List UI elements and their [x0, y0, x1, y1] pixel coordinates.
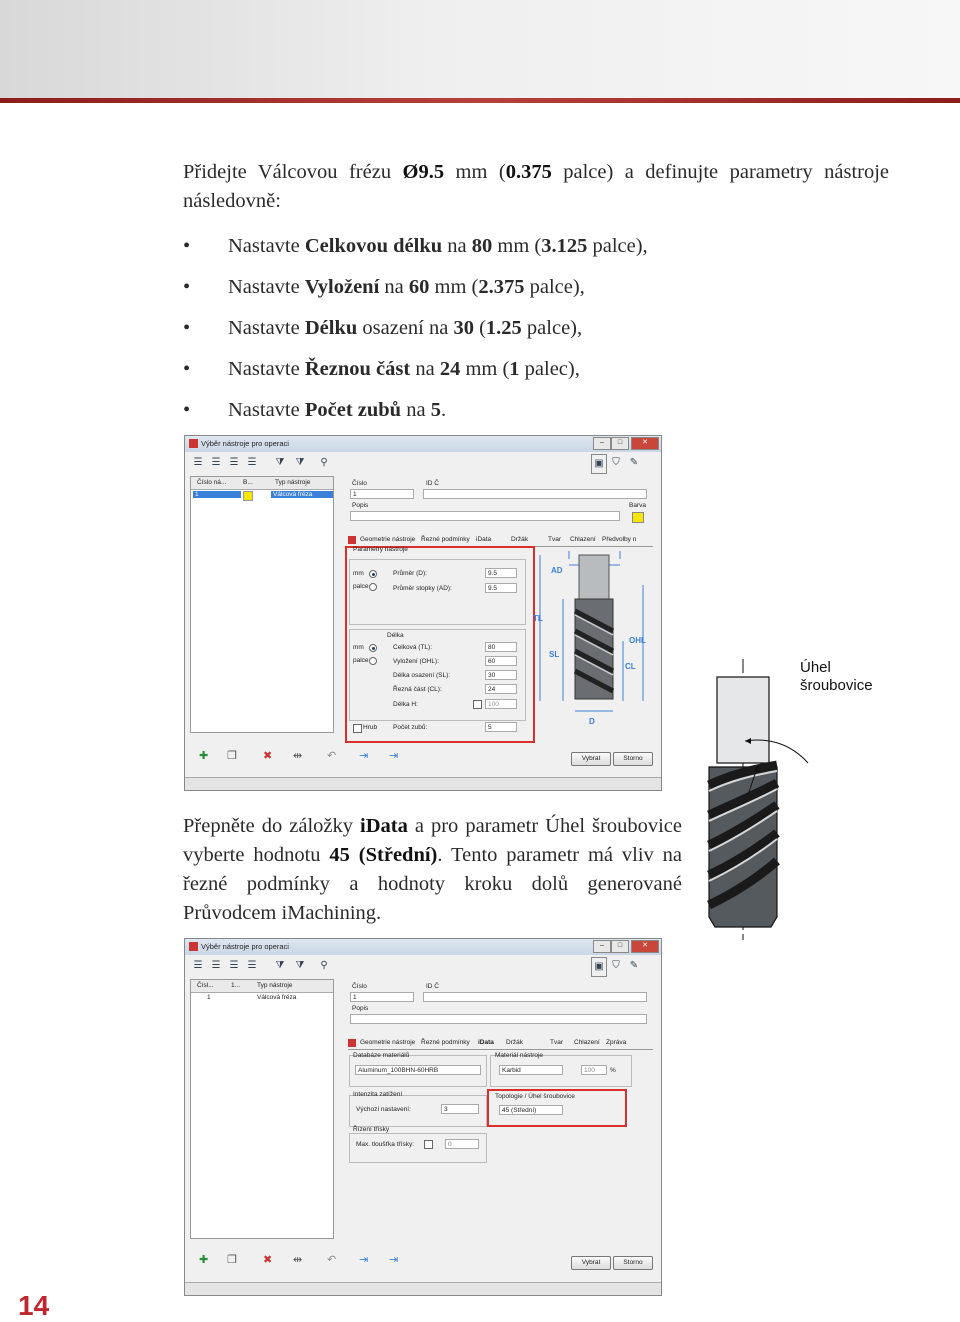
cislo-field[interactable]: 1 — [350, 489, 414, 499]
tab-shape[interactable]: Tvar — [548, 536, 561, 543]
shoulder-length-field[interactable]: 30 — [485, 670, 517, 680]
app-icon — [189, 439, 198, 448]
select-button[interactable]: Vybrat — [571, 1256, 611, 1270]
import-icon[interactable]: ⇥ — [389, 750, 399, 762]
length-h-checkbox[interactable] — [473, 700, 482, 709]
app-icon — [189, 942, 198, 951]
add-tool-icon[interactable]: ✚ — [199, 1254, 209, 1266]
length-inch-radio[interactable] — [369, 657, 377, 665]
svg-text:OHL: OHL — [629, 636, 646, 645]
intro-paragraph: Přidejte Válcovou frézu Ø9.5 mm (0.375 palce) a definujte parametry nástroje následovně: — [183, 161, 890, 212]
cislo-label: Číslo — [352, 480, 367, 487]
dialog-titlebar[interactable] — [185, 939, 661, 955]
tab-presets[interactable]: Předvolby n — [602, 536, 637, 543]
tab-cooling[interactable]: Chlazení — [574, 1039, 600, 1046]
tool-selection-dialog-2: Výběr nástroje pro operaci – □ ✕ ☰ ☰ ☰ ☰ ⧩ ⧩ ⚲ ▣ ⛉ ✎ Čísl... 1... Typ nástroje 1 Válcová fréza Číslo 1 ID Č Popis Geometrie nástroje Řezné podmínky iData Držák Tvar Chlazení Zpráva Databáze materiálů Aluminum_100BHN-60HRB Materiál nástroje Karbid 100 % Intenzita zatížení Výchozí nastavení: 3 Topologie / Úhel šroubovice 45 (Střední) Řízení třísky Max. tloušťka třísky: 0 ✚ ❐ ✖ ⇹ ↶ ⇥ ⇥ Vybrat Storno — [184, 938, 662, 1296]
add-tool-icon[interactable]: ✚ — [199, 750, 209, 762]
tab-cutting-conditions[interactable]: Řezné podmínky — [421, 1039, 470, 1046]
helix-label-line2: šroubovice — [800, 677, 873, 694]
export-icon[interactable]: ⇥ — [359, 750, 369, 762]
length-mm-radio[interactable] — [369, 644, 377, 652]
total-length-field[interactable]: 80 — [485, 642, 517, 652]
tab-logo-icon — [348, 1039, 356, 1047]
copy-icon[interactable]: ❐ — [227, 750, 237, 762]
tab-holder[interactable]: Držák — [511, 536, 528, 543]
hrub-checkbox[interactable] — [353, 724, 362, 733]
list-icon[interactable]: ☰ — [247, 457, 257, 468]
select-button[interactable]: Vybrat — [571, 752, 611, 766]
grid-header: Čísl... 1... Typ nástroje — [191, 980, 333, 993]
dialog-title: Výběr nástroje pro operaci — [201, 439, 289, 448]
filter-icon[interactable]: ⧩ — [275, 960, 285, 971]
chip-thickness-checkbox[interactable] — [424, 1140, 433, 1149]
tab-cooling[interactable]: Chlazení — [570, 536, 596, 543]
tool-view-icon[interactable]: ▣ — [591, 957, 607, 977]
diameter-field[interactable]: 9.5 — [485, 568, 517, 578]
list-icon[interactable]: ☰ — [247, 960, 257, 971]
id-field[interactable] — [423, 992, 647, 1002]
renumber-icon[interactable]: ⇹ — [293, 1254, 303, 1266]
tab-holder[interactable]: Držák — [506, 1039, 523, 1046]
tab-idata[interactable]: iData — [476, 536, 492, 543]
length-h-field[interactable]: 100 — [485, 699, 517, 709]
close-button[interactable]: ✕ — [631, 437, 659, 450]
teeth-count-field[interactable]: 5 — [485, 722, 517, 732]
group-tool-params: Parametry nástroje — [353, 546, 408, 553]
id-field[interactable] — [423, 489, 647, 499]
cutting-length-field[interactable]: 24 — [485, 684, 517, 694]
shank-diameter-field[interactable]: 9.5 — [485, 583, 517, 593]
delete-icon[interactable]: ✖ — [263, 750, 273, 762]
header-rule — [0, 98, 960, 103]
svg-text:CL: CL — [625, 662, 636, 671]
cancel-button[interactable]: Storno — [613, 1256, 653, 1270]
grid-header: Číslo ná... B... Typ nástroje — [191, 477, 333, 490]
overhang-field[interactable]: 60 — [485, 656, 517, 666]
clear-filter-icon[interactable]: ⧩ — [295, 960, 305, 971]
table-row[interactable]: 1 Válcová fréza — [191, 490, 333, 500]
svg-text:AD: AD — [551, 566, 563, 575]
binoculars-icon[interactable]: ⚲ — [320, 960, 328, 971]
cislo-label: Číslo — [352, 983, 367, 990]
unit-inch-radio[interactable] — [369, 583, 377, 591]
tab-shape[interactable]: Tvar — [550, 1039, 563, 1046]
holder-icon[interactable]: ⛉ — [612, 457, 620, 468]
table-view-icon[interactable]: ☰ — [229, 960, 239, 971]
idata-paragraph: Přepněte do záložky iData a pro parametr Úhel šroubovice vyberte hodnotu 45 (Střední). Tento parametr má vliv na řezné podmínky a hodnoty kroku dolů generované Průvodcem iMachining. — [183, 815, 683, 924]
binoculars-icon[interactable]: ⚲ — [320, 457, 328, 468]
cancel-button[interactable]: Storno — [613, 752, 653, 766]
svg-text:D: D — [589, 717, 595, 726]
tab-geometry[interactable]: Geometrie nástroje — [360, 1039, 416, 1046]
color-picker[interactable] — [632, 512, 644, 523]
popis-field[interactable] — [350, 1014, 647, 1024]
tab-geometry[interactable]: Geometrie nástroje — [360, 536, 416, 543]
import-icon[interactable]: ⇥ — [389, 1254, 399, 1266]
tab-report[interactable]: Zpráva — [606, 1039, 627, 1046]
chip-thickness-field[interactable]: 0 — [445, 1139, 479, 1149]
group-length: Délka — [387, 632, 404, 639]
tool-material-select[interactable]: Karbid — [499, 1065, 563, 1075]
tab-logo-icon — [348, 536, 356, 544]
holder-icon[interactable]: ⛉ — [612, 960, 620, 971]
copy-icon[interactable]: ❐ — [227, 1254, 237, 1266]
status-bar — [185, 777, 661, 790]
tool-selection-dialog-1: Výběr nástroje pro operaci – □ ✕ ☰ ☰ ☰ ☰ ⧩ ⧩ ⚲ ▣ ⛉ ✎ Číslo ná... B... Typ nástroje 1 Válcová fréza Číslo 1 ID Č Popis Barva Geometrie nástroje Řezné podmínky iData Držák Tvar Chlazení Předvolby n Parametry nástroje mm palce Průměr (D): 9.5 Průměr stopky (AD): 9.5 Délka mm palce Celková (TL): 80 Vyložení (OHL): 60 Délka osazení (SL): 30 Řezná část (CL): 24 Délka H: 100 Hrub Počet zubů: 5 AD TL SL CL OHL D ✚ ❐ ✖ ⇹ ↶ ⇥ ⇥ Vybrat Storno — [184, 435, 662, 791]
popis-label: Popis — [352, 502, 369, 509]
filter-icon[interactable]: ⧩ — [275, 457, 285, 468]
tool-view-icon[interactable]: ▣ — [591, 454, 607, 474]
popis-label: Popis — [352, 1005, 369, 1012]
maximize-button[interactable]: □ — [611, 437, 629, 450]
dialog-title: Výběr nástroje pro operaci — [201, 942, 289, 951]
page-header-band — [0, 0, 960, 98]
tab-cutting-conditions[interactable]: Řezné podmínky — [421, 536, 470, 543]
close-button[interactable]: ✕ — [631, 940, 659, 953]
list-view-icon[interactable]: ☰ — [193, 960, 203, 971]
export-icon[interactable]: ⇥ — [359, 1254, 369, 1266]
svg-text:SL: SL — [549, 650, 560, 659]
tool-grid[interactable] — [190, 476, 334, 733]
minimize-button[interactable]: – — [593, 437, 611, 450]
pin-icon[interactable]: ✎ — [629, 457, 639, 468]
tool-dimension-diagram — [535, 551, 655, 731]
details-view-icon[interactable]: ☰ — [211, 457, 221, 468]
helix-angle-select[interactable]: 45 (Střední) — [499, 1105, 563, 1115]
material-pct-field[interactable]: 100 — [581, 1065, 607, 1075]
popis-field[interactable] — [350, 511, 620, 521]
barva-label: Barva — [629, 502, 646, 509]
delete-icon[interactable]: ✖ — [263, 1254, 273, 1266]
renumber-icon[interactable]: ⇹ — [293, 750, 303, 762]
svg-text:TL: TL — [533, 614, 543, 623]
helix-angle-illustration — [700, 655, 900, 945]
page-number: 14 — [18, 1290, 50, 1321]
material-db-select[interactable]: Aluminum_100BHN-60HRB — [355, 1065, 481, 1075]
maximize-button[interactable]: □ — [611, 940, 629, 953]
table-row[interactable]: 1 Válcová fréza — [207, 994, 297, 1001]
cislo-field[interactable]: 1 — [350, 992, 414, 1002]
color-swatch — [243, 491, 253, 501]
undo-icon[interactable]: ↶ — [327, 1254, 337, 1266]
helix-label-line1: Úhel — [800, 659, 831, 676]
tab-idata[interactable]: iData — [478, 1039, 494, 1046]
pin-icon[interactable]: ✎ — [629, 960, 639, 971]
default-setting-select[interactable]: 3 — [441, 1104, 479, 1114]
status-bar — [185, 1282, 661, 1295]
dialog-titlebar[interactable] — [185, 436, 661, 452]
unit-mm-radio[interactable] — [369, 570, 377, 578]
tool-grid[interactable] — [190, 979, 334, 1239]
list-view-icon[interactable]: ☰ — [193, 457, 203, 468]
undo-icon[interactable]: ↶ — [327, 750, 337, 762]
id-label: ID Č — [426, 480, 439, 487]
id-label: ID Č — [426, 983, 439, 990]
minimize-button[interactable]: – — [593, 940, 611, 953]
tab-bar — [348, 1037, 653, 1050]
clear-filter-icon[interactable]: ⧩ — [295, 457, 305, 468]
table-view-icon[interactable]: ☰ — [229, 457, 239, 468]
details-view-icon[interactable]: ☰ — [211, 960, 221, 971]
